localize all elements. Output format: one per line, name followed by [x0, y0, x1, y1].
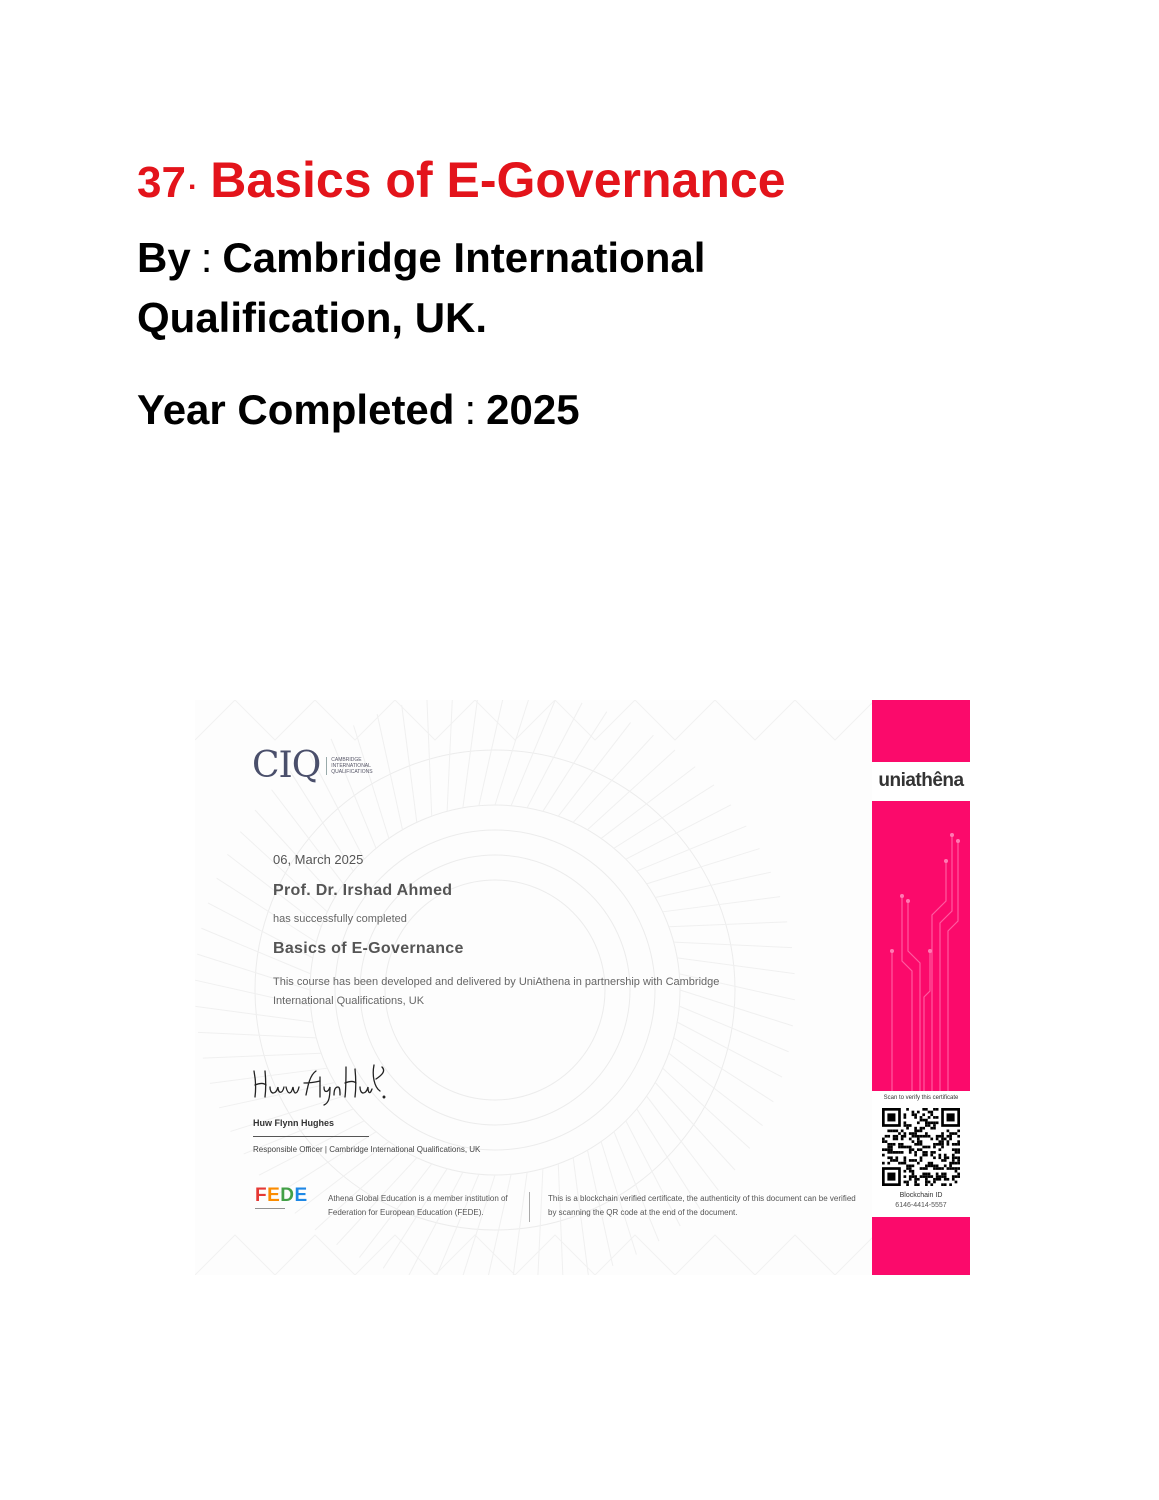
ciq-logo	[252, 746, 391, 786]
certificate-date: 06, March 2025	[273, 852, 364, 867]
provider-separator: :	[200, 234, 213, 281]
fede-logo-subtext: ▬▬▬▬▬▬▬▬▬▬	[255, 1206, 285, 1210]
year-separator: :	[464, 386, 477, 433]
blockchain-id-label: Blockchain ID	[899, 1192, 943, 1199]
fede-membership-text: Athena Global Education is a member institution of Federation for European Education (FEDE).	[328, 1194, 508, 1217]
signer-role: Responsible Officer | Cambridge International Qualifications, UK	[253, 1145, 481, 1154]
fede-logo-word: FEDE	[255, 1185, 308, 1206]
uniathena-logo: uniathêna	[878, 770, 964, 791]
ciq-line-1: CAMBRIDGE	[331, 757, 362, 763]
completion-text: has successfully completed	[273, 913, 407, 925]
provider-label: By	[137, 234, 191, 281]
circuit-pattern	[872, 801, 970, 1091]
signature-image	[250, 1057, 390, 1107]
ciq-logo-text	[326, 757, 391, 775]
course-description: This course has been developed and delivered by UniAthena in partnership with Cambridge International Qualifications, UK	[273, 976, 720, 1007]
provider-line	[137, 228, 857, 348]
signer-name: Huw Flynn Hughes	[253, 1118, 334, 1128]
scan-instruction: Scan to verify this certificate	[883, 1095, 959, 1101]
certificate-image	[195, 700, 970, 1275]
footer-divider	[529, 1192, 530, 1222]
signature-rule	[253, 1136, 369, 1137]
provider-name: Cambridge International Qualification, UK.	[137, 234, 706, 341]
blockchain-id-value: 6146-4414-5557	[895, 1202, 947, 1209]
year-label: Year Completed	[137, 386, 455, 433]
pink-band-bottom	[872, 1217, 970, 1275]
number-dot: .	[187, 163, 197, 196]
ciq-line-3: QUALIFICATIONS	[331, 769, 373, 775]
ciq-logo-mark: CIQ	[252, 745, 321, 786]
pink-band-top	[872, 700, 970, 762]
year-value: 2025	[486, 386, 580, 433]
course-number: 37	[137, 158, 186, 207]
brand-strip	[872, 700, 970, 1275]
pink-circuit-panel	[872, 801, 970, 1091]
verification-qr-code	[882, 1108, 960, 1186]
recipient-name: Prof. Dr. Irshad Ahmed	[273, 882, 453, 899]
fede-logo	[255, 1186, 315, 1210]
course-title: Basics of E-Governance	[210, 152, 786, 208]
course-heading	[137, 150, 786, 213]
year-line	[137, 380, 580, 440]
certificate-course-title: Basics of E-Governance	[273, 940, 464, 957]
ciq-line-2: INTERNATIONAL	[331, 763, 371, 769]
blockchain-note: This is a blockchain verified certificate, the authenticity of this document can be verified by scanning the QR code at the end of the document.	[548, 1194, 856, 1217]
